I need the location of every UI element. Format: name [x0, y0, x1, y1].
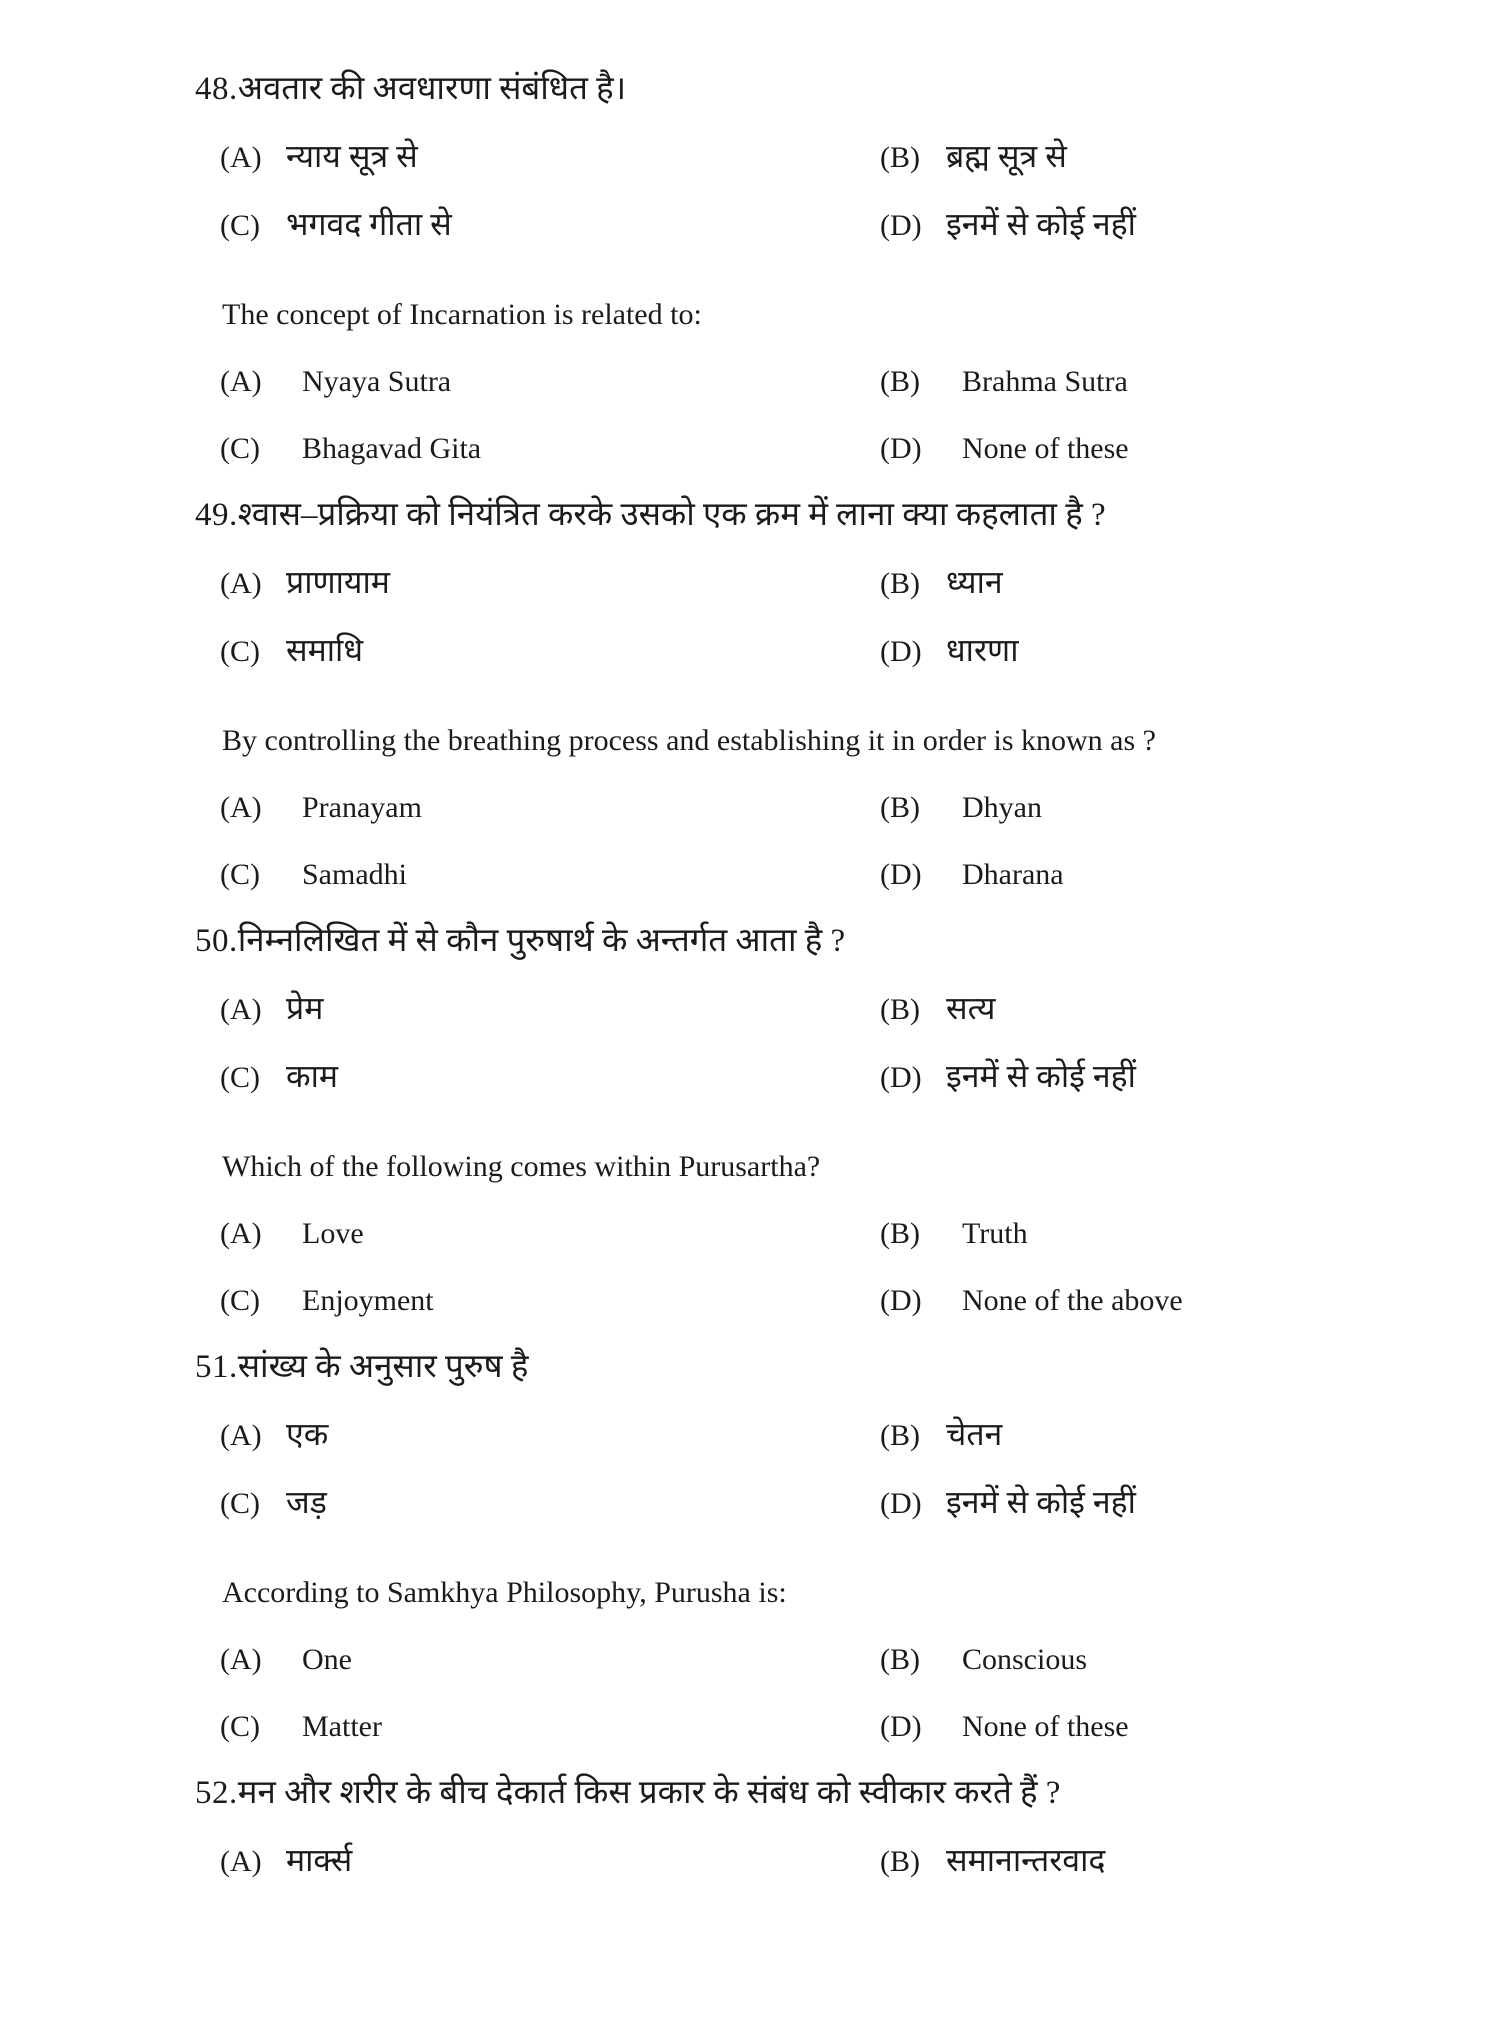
- option: [880, 1200, 1505, 1267]
- option-label: (C): [220, 209, 260, 242]
- option-text: Dharana: [962, 858, 1064, 891]
- option-label: (A): [220, 1643, 262, 1676]
- hindi-question-text: निम्नलिखित में से कौन पुरुषार्थ के अन्तर्गत आता है ?: [237, 923, 846, 959]
- option: [220, 1469, 880, 1537]
- option: [880, 549, 1505, 617]
- option: [220, 549, 880, 617]
- option: [220, 1626, 880, 1693]
- option: [220, 415, 880, 482]
- option: [880, 1626, 1505, 1693]
- english-question-text: The concept of Incarnation is related to:: [222, 298, 702, 331]
- option-label: (B): [880, 567, 920, 600]
- option-text: Conscious: [962, 1643, 1088, 1676]
- option-text: इनमें से कोई नहीं: [946, 1484, 1136, 1520]
- option: [220, 1200, 880, 1267]
- hindi-options: [0, 549, 1505, 685]
- hindi-options: [0, 1401, 1505, 1537]
- english-options: [0, 774, 1505, 908]
- option-text: Love: [302, 1217, 364, 1250]
- option-label: (D): [880, 1710, 922, 1743]
- option: [220, 841, 880, 908]
- option-text: प्राणायाम: [286, 564, 390, 600]
- option: [880, 1827, 1505, 1895]
- option-label: (C): [220, 432, 260, 465]
- question-50: [0, 908, 1505, 1334]
- option-text: समाधि: [286, 632, 364, 668]
- question-51: [0, 1334, 1505, 1760]
- english-options: [0, 348, 1505, 482]
- option: [880, 123, 1505, 191]
- hindi-question-text: श्वास–प्रक्रिया को नियंत्रित करके उसको एक क्रम में लाना क्या कहलाता है ?: [237, 497, 1106, 533]
- option: [880, 1693, 1505, 1760]
- option-label: (B): [880, 141, 920, 174]
- option-text: Truth: [962, 1217, 1028, 1250]
- option-text: ब्रह्म सूत्र से: [946, 138, 1067, 174]
- option-text: Samadhi: [302, 858, 407, 891]
- option-text: काम: [286, 1058, 339, 1094]
- option-label: (A): [220, 993, 262, 1026]
- hindi-question-heading: [0, 482, 1505, 549]
- option-text: इनमें से कोई नहीं: [946, 206, 1136, 242]
- option-text: जड़: [286, 1484, 327, 1520]
- option-text: None of these: [962, 1710, 1129, 1743]
- question-number: 50.: [195, 923, 238, 959]
- option: [880, 617, 1505, 685]
- option-text: मार्क्स: [286, 1842, 353, 1878]
- option-text: Brahma Sutra: [962, 365, 1128, 398]
- option: [220, 1267, 880, 1334]
- option-text: Bhagavad Gita: [302, 432, 482, 465]
- option: [220, 774, 880, 841]
- option-label: (B): [880, 993, 920, 1026]
- option: [880, 975, 1505, 1043]
- option: [880, 774, 1505, 841]
- english-question-text: By controlling the breathing process and establishing it in order is known as ?: [222, 724, 1156, 757]
- option-label: (D): [880, 635, 922, 668]
- option: [880, 841, 1505, 908]
- option-text: Matter: [302, 1710, 382, 1743]
- option-text: None of these: [962, 432, 1129, 465]
- option-text: भगवद गीता से: [286, 206, 452, 242]
- option-label: (B): [880, 1845, 920, 1878]
- option-label: (B): [880, 1643, 920, 1676]
- option-label: (D): [880, 432, 922, 465]
- question-number: 51.: [195, 1349, 238, 1385]
- option-text: ध्यान: [946, 564, 1003, 600]
- option-label: (B): [880, 1419, 920, 1452]
- hindi-question-text: सांख्य के अनुसार पुरुष है: [237, 1349, 529, 1385]
- option: [220, 1827, 880, 1895]
- option-label: (C): [220, 1710, 260, 1743]
- hindi-question-heading: [0, 1334, 1505, 1401]
- option-text: Pranayam: [302, 791, 422, 824]
- hindi-options: [0, 975, 1505, 1111]
- option-label: (D): [880, 1284, 922, 1317]
- option: [880, 1043, 1505, 1111]
- english-options: [0, 1626, 1505, 1760]
- hindi-question-text: अवतार की अवधारणा संबंधित है।: [237, 71, 627, 107]
- option-label: (D): [880, 1487, 922, 1520]
- option-label: (B): [880, 1217, 920, 1250]
- option: [220, 1043, 880, 1111]
- option-label: (B): [880, 365, 920, 398]
- option-label: (A): [220, 567, 262, 600]
- question-number: 48.: [195, 71, 238, 107]
- option-label: (A): [220, 1217, 262, 1250]
- option-label: (B): [880, 791, 920, 824]
- option-label: (C): [220, 1487, 260, 1520]
- option-text: सत्य: [946, 990, 996, 1026]
- option-label: (D): [880, 858, 922, 891]
- english-question-text: According to Samkhya Philosophy, Purusha is:: [222, 1576, 787, 1609]
- hindi-options: [0, 1827, 1505, 1895]
- option: [220, 1401, 880, 1469]
- hindi-question-text: मन और शरीर के बीच देकार्त किस प्रकार के संबंध को स्वीकार करते हैं ?: [237, 1775, 1061, 1811]
- option: [220, 975, 880, 1043]
- question-number: 52.: [195, 1775, 238, 1811]
- question-52: [0, 1760, 1505, 1895]
- option: [220, 123, 880, 191]
- option-label: (A): [220, 365, 262, 398]
- option: [220, 191, 880, 259]
- option-text: Enjoyment: [302, 1284, 434, 1317]
- option: [880, 1267, 1505, 1334]
- option-text: एक: [286, 1416, 329, 1452]
- option-label: (C): [220, 1061, 260, 1094]
- option-text: चेतन: [946, 1416, 1003, 1452]
- option-label: (A): [220, 1845, 262, 1878]
- question-49: [0, 482, 1505, 908]
- option: [220, 617, 880, 685]
- option: [880, 1469, 1505, 1537]
- option-text: None of the above: [962, 1284, 1183, 1317]
- option: [880, 415, 1505, 482]
- option-text: One: [302, 1643, 352, 1676]
- hindi-question-heading: [0, 1760, 1505, 1827]
- option: [880, 191, 1505, 259]
- option-label: (D): [880, 1061, 922, 1094]
- option-label: (A): [220, 1419, 262, 1452]
- english-question-text: Which of the following comes within Purusartha?: [222, 1150, 821, 1183]
- option-text: धारणा: [946, 632, 1019, 668]
- option-label: (C): [220, 858, 260, 891]
- option-label: (A): [220, 141, 262, 174]
- option-text: समानान्तरवाद: [946, 1842, 1106, 1878]
- question-48: [0, 56, 1505, 482]
- hindi-question-heading: [0, 56, 1505, 123]
- option-text: प्रेम: [286, 990, 324, 1026]
- option-text: न्याय सूत्र से: [286, 138, 418, 174]
- option: [880, 1401, 1505, 1469]
- option-text: Dhyan: [962, 791, 1042, 824]
- option-label: (C): [220, 1284, 260, 1317]
- option-label: (C): [220, 635, 260, 668]
- option-text: इनमें से कोई नहीं: [946, 1058, 1136, 1094]
- option: [880, 348, 1505, 415]
- question-number: 49.: [195, 497, 238, 533]
- option: [220, 348, 880, 415]
- english-options: [0, 1200, 1505, 1334]
- option-text: Nyaya Sutra: [302, 365, 452, 398]
- option-label: (A): [220, 791, 262, 824]
- hindi-question-heading: [0, 908, 1505, 975]
- hindi-options: [0, 123, 1505, 259]
- option: [220, 1693, 880, 1760]
- option-label: (D): [880, 209, 922, 242]
